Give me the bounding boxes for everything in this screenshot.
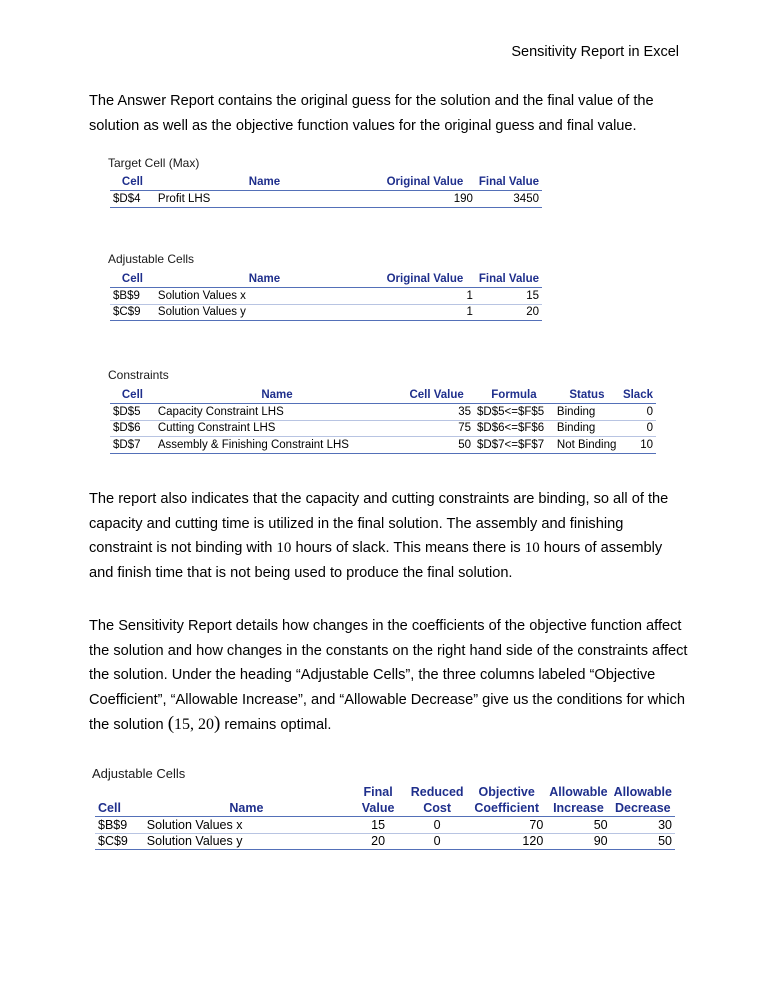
binding-paragraph <box>89 487 689 585</box>
allowable-decrease: 30 <box>611 817 675 834</box>
intro-paragraph: The Answer Report contains the original guess for the solution and the final value of the solution as well as the objective function values for the original guess and final value. <box>89 93 654 134</box>
col-header: Original Value <box>374 271 476 288</box>
table-row <box>110 404 656 421</box>
col-header: Final Value <box>476 271 542 288</box>
table-row <box>95 817 675 834</box>
text: remains optimal. <box>220 717 332 733</box>
col-header: Final Value <box>476 174 542 191</box>
allowable-increase: 50 <box>546 817 610 834</box>
final-value: 15 <box>476 288 542 305</box>
sensitivity-adjustable-title: Adjustable Cells <box>92 766 186 781</box>
cell-ref: $C$9 <box>110 304 155 321</box>
table-row <box>110 420 656 437</box>
status: Not Binding <box>554 437 620 454</box>
col-header: Name <box>155 174 374 191</box>
constraints-table <box>110 387 656 454</box>
cell-ref: $D$4 <box>110 191 155 208</box>
sensitivity-table <box>95 784 675 850</box>
col-header: Slack <box>620 387 656 404</box>
col-header-top: Objective <box>478 785 535 799</box>
col-header-top: Reduced <box>410 785 464 799</box>
allowable-decrease: 50 <box>611 833 675 850</box>
target-cell-title: Target Cell (Max) <box>108 156 200 170</box>
col-header-top: Final <box>363 785 393 799</box>
formula: $D$6<=$F$6 <box>474 420 554 437</box>
original-value: 1 <box>374 288 476 305</box>
running-header: Sensitivity Report in Excel <box>511 44 679 60</box>
cell-name: Solution Values x <box>155 288 374 305</box>
reduced-cost: 0 <box>407 817 467 834</box>
cell-name: Profit LHS <box>155 191 374 208</box>
text: hours of slack. This means there is <box>291 540 525 556</box>
col-header: Decrease <box>611 800 675 817</box>
col-header: Cell <box>110 271 155 288</box>
left-paren: ( <box>167 713 175 734</box>
cell-value: 50 <box>399 437 474 454</box>
original-value: 1 <box>374 304 476 321</box>
table-row <box>95 833 675 850</box>
slack-number: 10 <box>276 540 292 556</box>
cell-ref: $B$9 <box>95 817 144 834</box>
objective-coefficient: 70 <box>467 817 546 834</box>
slack-number: 10 <box>524 540 540 556</box>
cell-ref: $C$9 <box>95 833 144 850</box>
text: The Sensitivity Report details how changes in the coefficients of the objective function affect the solution and how changes in the constants on the right hand side of the constraints affect the solution. Under the heading “Adjustable Cells”, the three columns labeled “Objective Coefficient”, “Allowable Increase”, and “Allowable Decrease” give us the conditions for which the solution <box>89 618 688 733</box>
col-header: Cell <box>110 387 155 404</box>
col-header: Cell <box>110 174 155 191</box>
solution-point: 15, 20 <box>174 716 215 733</box>
table-row <box>110 304 542 321</box>
cell-ref: $B$9 <box>110 288 155 305</box>
sensitivity-paragraph <box>89 614 689 738</box>
text: The report also indicates that the capacity and cutting constraints are binding, so all of the capacity and cutting time is utilized in the final solution. The assembly and finishing constraint is not binding with <box>89 491 669 556</box>
col-header: Name <box>144 800 349 817</box>
formula: $D$7<=$F$7 <box>474 437 554 454</box>
cell-name: Solution Values x <box>144 817 349 834</box>
final-value: 3450 <box>476 191 542 208</box>
constraints-title: Constraints <box>108 368 169 382</box>
cell-name: Cutting Constraint LHS <box>155 420 399 437</box>
cell-value: 75 <box>399 420 474 437</box>
col-header: Cost <box>407 800 467 817</box>
objective-coefficient: 120 <box>467 833 546 850</box>
col-header: Cell <box>95 800 144 817</box>
target-cell-table <box>110 174 542 208</box>
reduced-cost: 0 <box>407 833 467 850</box>
original-value: 190 <box>374 191 476 208</box>
allowable-increase: 90 <box>546 833 610 850</box>
cell-name: Capacity Constraint LHS <box>155 404 399 421</box>
col-header: Status <box>554 387 620 404</box>
col-header: Cell Value <box>399 387 474 404</box>
cell-name: Solution Values y <box>155 304 374 321</box>
col-header: Coefficient <box>467 800 546 817</box>
cell-ref: $D$5 <box>110 404 155 421</box>
table-row <box>110 191 542 208</box>
col-header: Name <box>155 271 374 288</box>
final-value: 20 <box>349 833 407 850</box>
text: hours of assembly and finish time that is not being used to produce the final solution. <box>89 540 663 581</box>
cell-name: Assembly & Finishing Constraint LHS <box>155 437 399 454</box>
cell-ref: $D$6 <box>110 420 155 437</box>
adjustable-cells-table <box>110 271 542 321</box>
cell-ref: $D$7 <box>110 437 155 454</box>
cell-value: 35 <box>399 404 474 421</box>
final-value: 20 <box>476 304 542 321</box>
col-header: Increase <box>546 800 610 817</box>
slack: 0 <box>620 420 656 437</box>
final-value: 15 <box>349 817 407 834</box>
table-row <box>110 288 542 305</box>
table-row <box>110 437 656 454</box>
status: Binding <box>554 420 620 437</box>
right-paren: ) <box>214 713 221 734</box>
col-header-top: Allowable <box>613 785 672 799</box>
col-header-top: Allowable <box>549 785 608 799</box>
col-header: Name <box>155 387 399 404</box>
col-header: Value <box>349 800 407 817</box>
status: Binding <box>554 404 620 421</box>
slack: 10 <box>620 437 656 454</box>
adjustable-cells-title: Adjustable Cells <box>108 252 195 266</box>
slack: 0 <box>620 404 656 421</box>
col-header: Original Value <box>374 174 476 191</box>
formula: $D$5<=$F$5 <box>474 404 554 421</box>
cell-name: Solution Values y <box>144 833 349 850</box>
col-header: Formula <box>474 387 554 404</box>
